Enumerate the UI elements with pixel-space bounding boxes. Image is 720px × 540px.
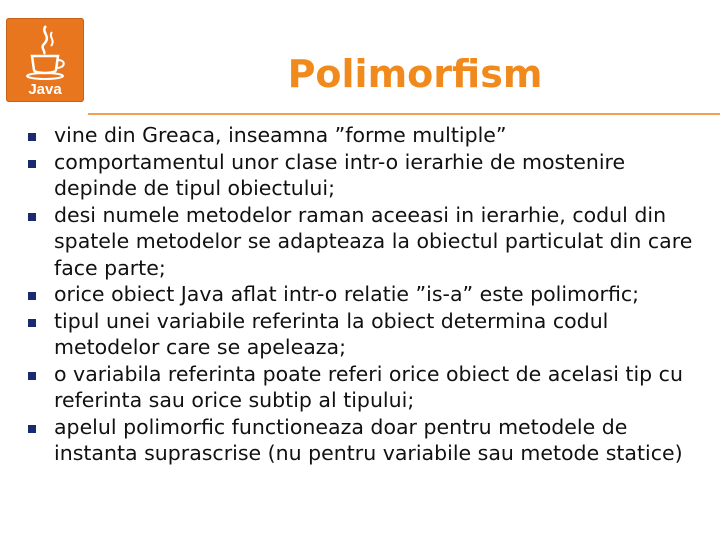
bullet-item: desi numele metodelor raman aceeasi in ierarhie, codul din spatele metodelor se adapteaza la obiectul particulat din care face parte; xyxy=(28,202,708,282)
bullet-square-icon xyxy=(28,292,36,300)
java-logo-text: Java xyxy=(28,81,62,98)
bullet-square-icon xyxy=(28,160,36,168)
bullet-square-icon xyxy=(28,425,36,433)
bullet-item: o variabila referinta poate referi orice obiect de acelasi tip cu referinta sau orice subtip al tipului; xyxy=(28,361,708,414)
bullet-item: apelul polimorfic functioneaza doar pentru metodele de instanta suprascrise (nu pentru variabile sau metode statice) xyxy=(28,414,708,467)
bullet-square-icon xyxy=(28,372,36,380)
bullet-item: vine din Greaca, inseamna ”forme multiple” xyxy=(28,122,708,149)
bullet-square-icon xyxy=(28,133,36,141)
bullet-square-icon xyxy=(28,319,36,327)
java-cup-icon xyxy=(6,18,84,102)
bullet-square-icon xyxy=(28,213,36,221)
bullet-list xyxy=(28,122,708,467)
bullet-item: orice obiect Java aflat intr-o relatie ”is-a” este polimorfic; xyxy=(28,281,708,308)
title-divider xyxy=(88,113,720,115)
slide-title: Polimorfism xyxy=(287,52,543,96)
bullet-item: comportamentul unor clase intr-o ierarhie de mostenire depinde de tipul obiectului; xyxy=(28,149,708,202)
java-logo xyxy=(6,18,84,102)
bullet-item: tipul unei variabile referinta la obiect determina codul metodelor care se apeleaza; xyxy=(28,308,708,361)
